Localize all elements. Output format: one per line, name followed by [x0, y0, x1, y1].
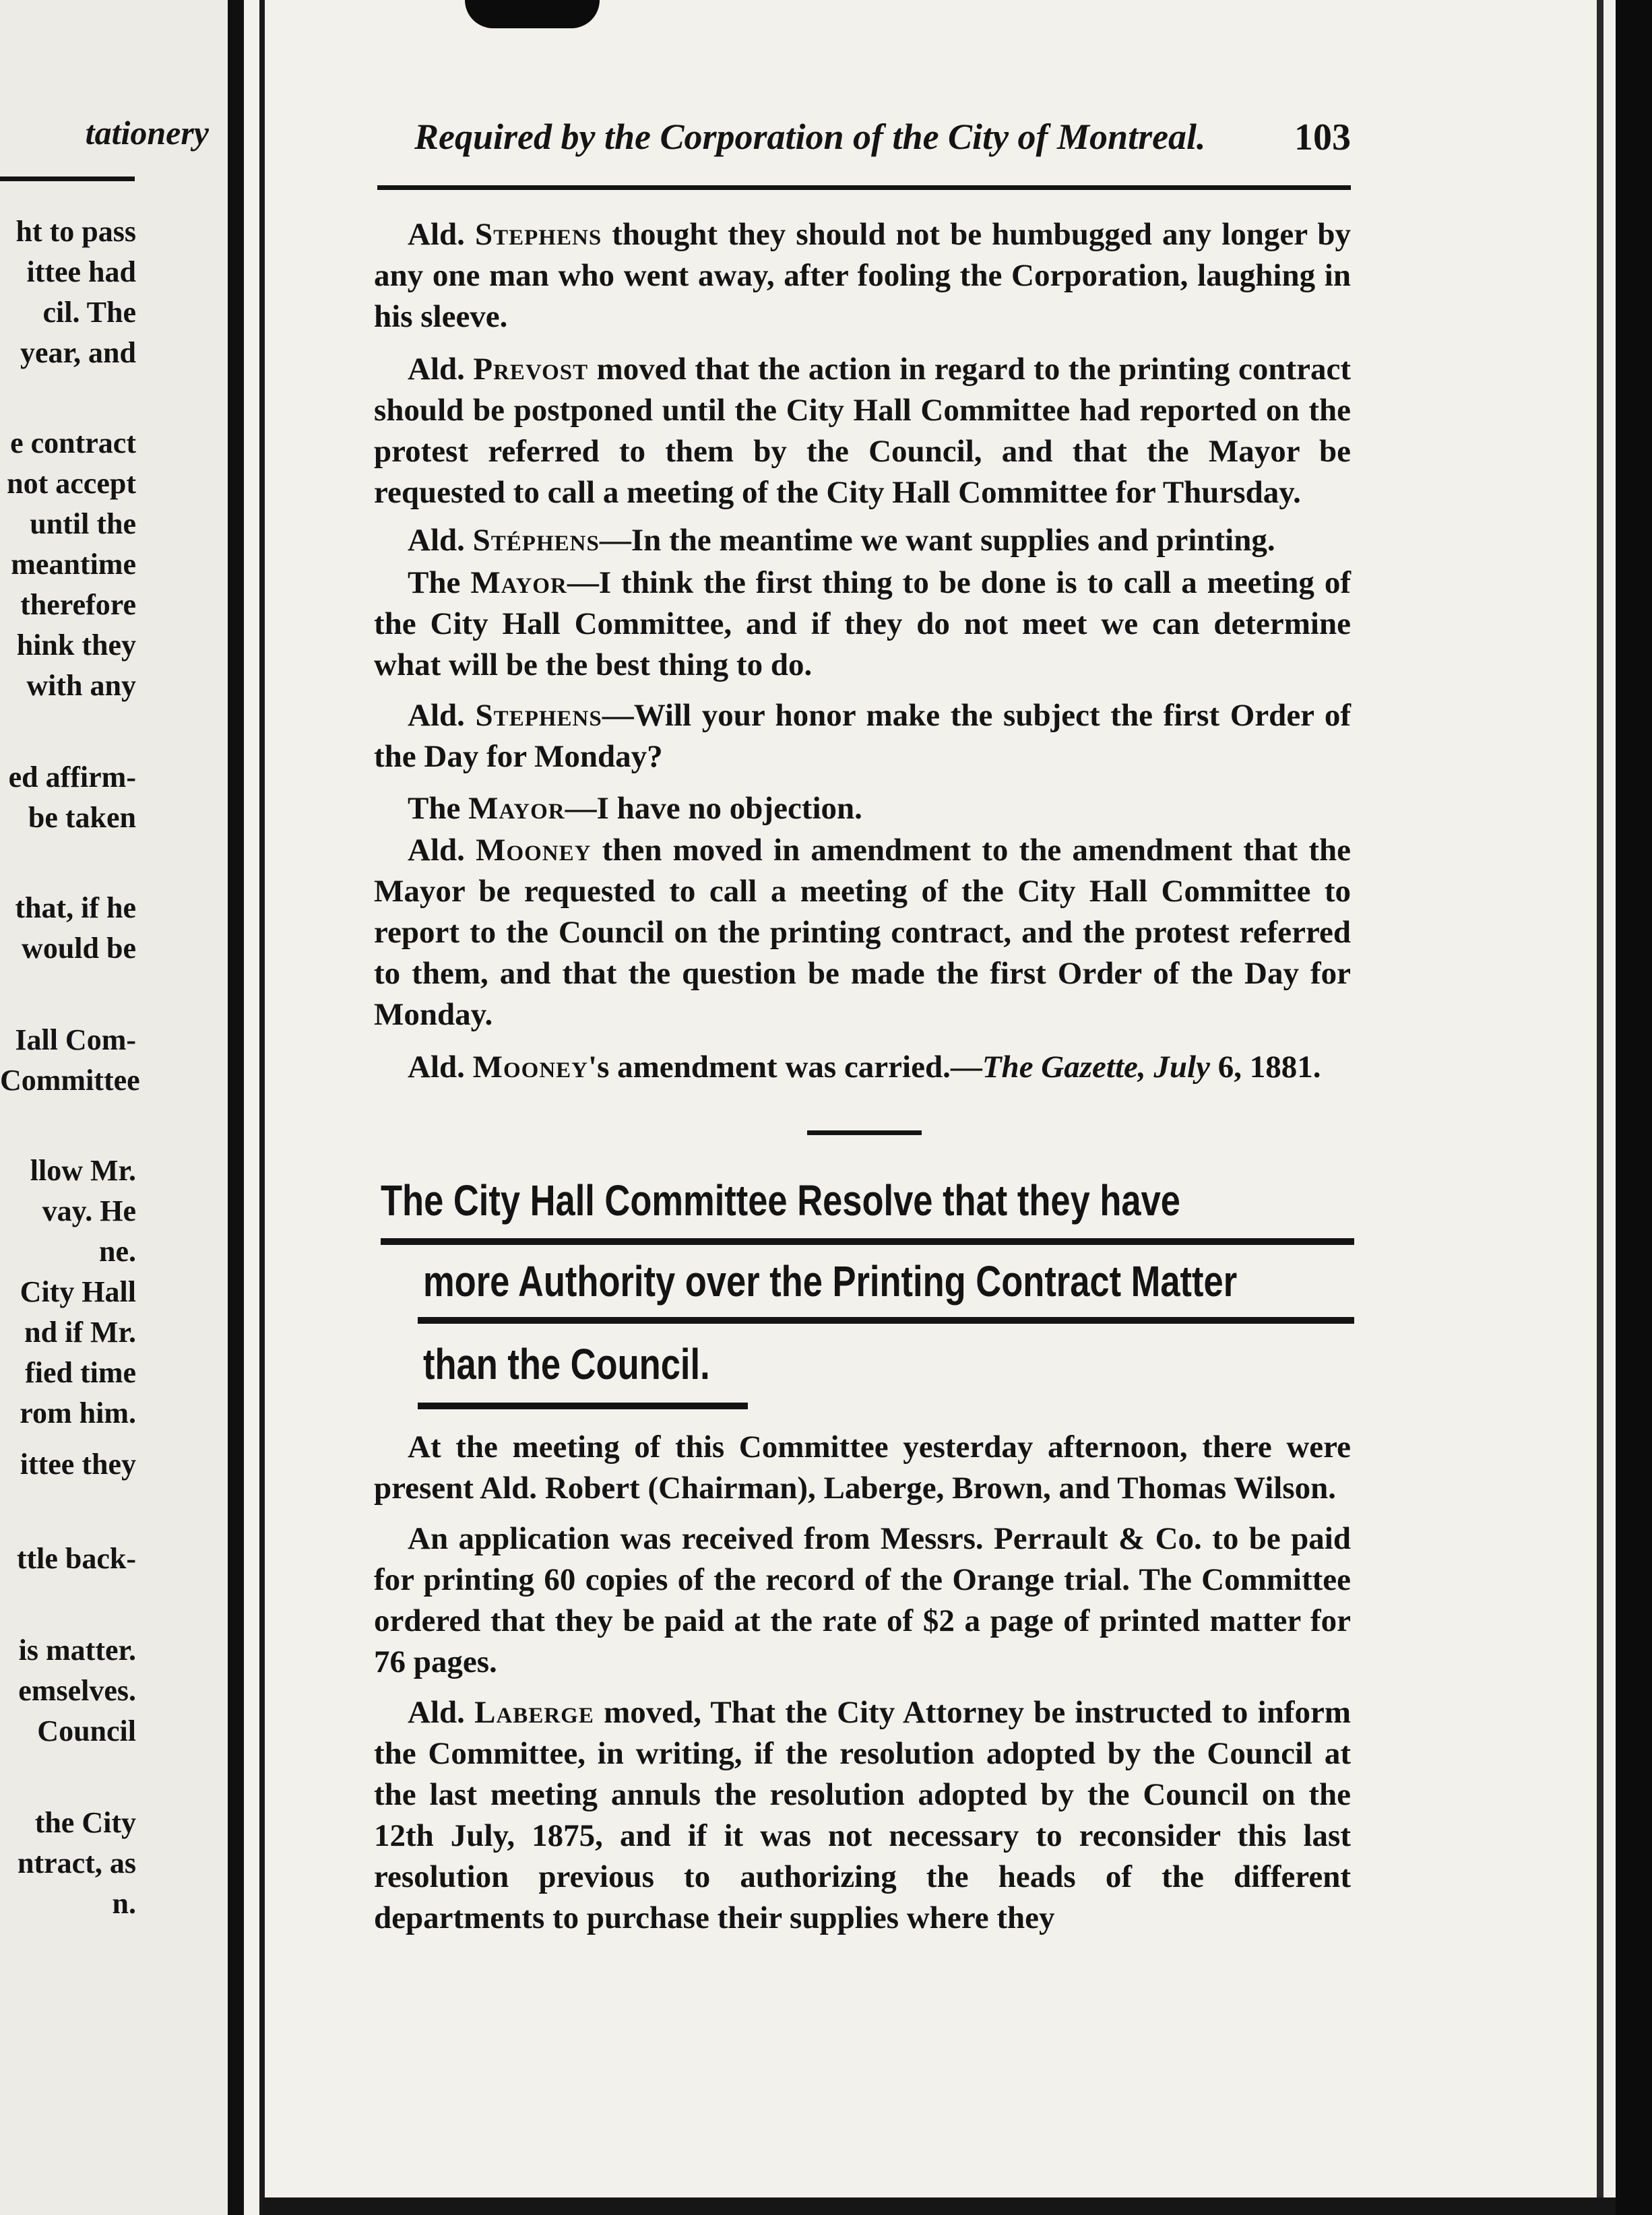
section-divider	[807, 1130, 922, 1135]
left-page-line: ttle back-	[16, 1542, 136, 1575]
page-spine-shadow	[259, 0, 265, 2215]
scan-border-notch	[465, 0, 600, 28]
left-page-line: cil. The	[42, 296, 136, 329]
left-page-line: be taken	[28, 801, 136, 834]
paragraph: At the meeting of this Committee yesterday afternoon, there were present Ald. Robert (Chairman), Laberge, Brown, and Thomas Wilson.	[374, 1430, 1351, 1506]
left-page-line: year, and	[20, 336, 136, 369]
scan-border-bottom	[263, 2197, 1616, 2215]
page-number: 103	[1294, 117, 1351, 158]
paragraph: Ald. Laberge moved, That the City Attorney be instructed to inform the Committee, in writing, if the resolution adopted by the Council at the last meeting annuls the resolution adopted by the Council on the 12th July, 1875, and if it was not necessary to reconsider this last resolution previous to authorizing the heads of the different departments to purchase their supplies where they	[374, 1695, 1352, 1935]
left-page-line: n.	[112, 1887, 136, 1920]
heading-underline	[418, 1317, 1354, 1324]
left-page-fragment	[0, 0, 228, 2215]
left-page-line: therefore	[20, 588, 136, 621]
left-page-line: with any	[26, 669, 136, 702]
left-page-line: not accept	[7, 467, 136, 500]
left-page-line: llow Mr.	[30, 1154, 136, 1187]
scan-border-right	[1616, 0, 1652, 2215]
left-page-line: would be	[22, 932, 136, 965]
left-page-line: ittee they	[20, 1448, 136, 1481]
speaker-name: Stephens	[475, 698, 602, 733]
speaker-name: Prevost	[473, 352, 589, 387]
section-heading-line: more Authority over the Printing Contract Matter	[423, 1257, 1238, 1306]
speaker-name: Laberge	[474, 1695, 594, 1730]
paragraph: The Mayor—I have no objection.	[408, 791, 862, 826]
page-edge-shadow	[1597, 0, 1603, 2215]
left-page-line: ht to pass	[15, 215, 136, 248]
left-page-line: hink they	[16, 629, 136, 662]
left-page-line: ntract, as	[18, 1847, 136, 1880]
speaker-name: Stephens	[474, 217, 602, 252]
left-page-line: vay. He	[42, 1194, 136, 1227]
left-page-line: fied time	[25, 1356, 136, 1389]
left-page-line: ne.	[99, 1235, 136, 1268]
left-page-line: City Hall	[20, 1275, 136, 1308]
left-page-line: that, if he	[15, 891, 136, 924]
paragraph: Ald. Stéphens—In the meantime we want supplies and printing.	[408, 523, 1275, 558]
left-page-line: ittee had	[26, 255, 136, 288]
section-heading-line: than the Council.	[423, 1340, 710, 1388]
speaker-name: Stéphens	[472, 523, 600, 558]
paragraph: Ald. Mooney's amendment was carried.—The Gazette, July 6, 1881.	[408, 1050, 1321, 1085]
left-page-line: nd if Mr.	[24, 1316, 136, 1349]
paragraph: Ald. Stephens—Will your honor make the subject the first Order of the Day for Monday?	[374, 698, 1351, 774]
left-page-line: emselves.	[18, 1674, 136, 1707]
left-page-line: Committee	[0, 1064, 140, 1097]
left-page-line: is matter.	[18, 1634, 136, 1667]
heading-underline	[418, 1403, 748, 1409]
paragraph: Ald. Mooney then moved in amendment to the amendment that the Mayor be requested to call a meeting of the City Hall Committee to report to the Council on the printing contract, and the protest referred to them, and that the question be made the first Order of the Day for Monday.	[374, 833, 1351, 1032]
speaker-name: Mayor	[470, 565, 567, 600]
left-page-line: Iall Com-	[15, 1023, 136, 1056]
paragraph: Ald. Stephens thought they should not be humbugged any longer by any one man who went away, after fooling the Corporation, laughing in his sleeve.	[374, 217, 1351, 334]
speaker-name: Mooney	[476, 833, 592, 868]
paragraph: Ald. Prevost moved that the action in regard to the printing contract should be postponed until the City Hall Committee had reported on the protest referred to them by the Council, and that the Mayor be requested to call a meeting of the City Hall Committee for Thursday.	[374, 352, 1351, 510]
paragraph: An application was received from Messrs. Perrault & Co. to be paid for printing 60 copies of the record of the Orange trial. The Committee ordered that they be paid at the rate of $2 a page of printed matter for 76 pages.	[374, 1521, 1351, 1679]
left-header-rule	[0, 176, 135, 181]
left-page-line: the City	[34, 1806, 136, 1839]
header-rule	[377, 185, 1351, 190]
section-heading-line: The City Hall Committee Resolve that they have	[381, 1176, 1180, 1225]
speaker-name: Mooney	[472, 1050, 589, 1085]
left-page-header: tationery	[85, 114, 209, 152]
speaker-name: Mayor	[468, 791, 565, 826]
paragraph: The Mayor—I think the first thing to be done is to call a meeting of the City Hall Committee, and if they do not meet we can determine what will be the best thing to do.	[374, 565, 1351, 682]
left-page-line: rom him.	[20, 1397, 136, 1430]
left-page-line: until the	[30, 507, 136, 540]
left-page-line: ed affirm-	[8, 761, 136, 794]
running-head: Required by the Corporation of the City of Montreal.	[414, 117, 1206, 157]
source-citation: The Gazette, July	[982, 1050, 1210, 1085]
left-page-line: meantime	[11, 548, 136, 581]
heading-underline	[381, 1238, 1354, 1245]
left-page-line: e contract	[10, 426, 136, 459]
left-page-line: Council	[37, 1714, 136, 1747]
